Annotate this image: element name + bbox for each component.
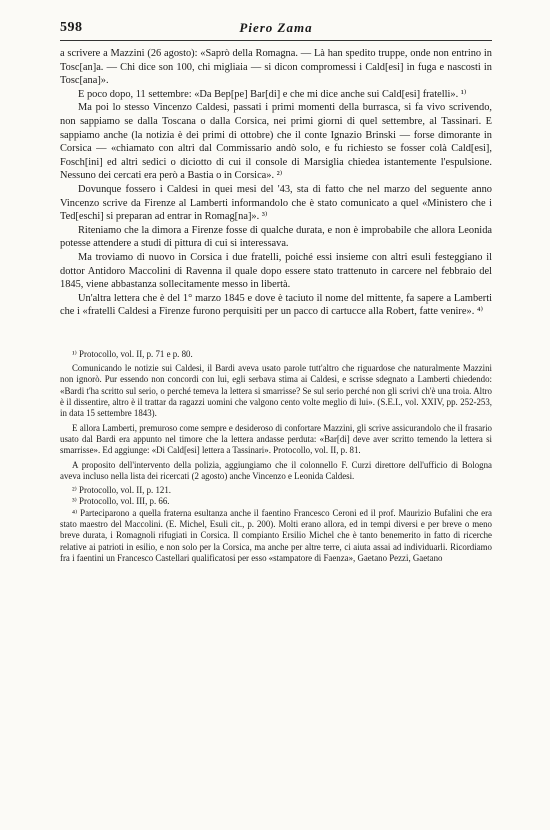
footnote: ³⁾ Protocollo, vol. III, p. 66. <box>72 496 170 507</box>
footnote: ²⁾ Protocollo, vol. II, p. 121. <box>72 485 172 496</box>
footnote: ¹⁾ Protocollo, vol. II, p. 71 e p. 80. <box>72 348 193 359</box>
paragraph: E poco dopo, 11 settembre: «Da Bep[pe] Bar[di] e che mi dice anche sui Cald[esi] fratelli». ¹⁾ <box>78 88 467 100</box>
footnote: A proposito dell'intervento della polizia, aggiungiamo che il colonnello F. Curzi direttore dell'ufficio di Bologna aveva incluso nella lista dei ricercati (2 agosto) anche Vincenzo e Leonida Caldesi. <box>60 459 492 481</box>
running-title: Piero Zama <box>239 20 313 35</box>
paragraph: Ma poi lo stesso Vincenzo Caldesi, passati i primi momenti della burrasca, si fa vivo scrivendo, non sappiamo se dalla Toscana o dalla Corsica, nei primi giorni di quel settembre, al Tassinari. E sappiamo anche (la notizia è dei primi di ottobre) che il conte Ignazio Brinski — forse dimorante in Corsica — «chiamato con altri dal Commissario andò solo, e fu richiesto se fosser colà Cald[esi], Fosch[ini] ed altri sedici o diciotto di cui il console di Marsiglia chiedea istantemente l'espulsione. Nessuno dei cercati era però a Bastia o in Corsica». ²⁾ <box>60 102 492 182</box>
paragraph: a scrivere a Mazzini (26 agosto): «Saprò della Romagna. — Là han spedito truppe, onde non entrino in Tosc[an]a. — Chi dice son 100, chi migliaia — si dicon compromessi i Cald[esi] in fuga e nascosti in Tosc[ana]». <box>60 48 492 87</box>
paragraph: Un'altra lettera che è del 1° marzo 1845 e dove è taciuto il nome del mittente, fa sapere a Lamberti che i «fratelli Caldesi a Firenze furono perquisiti per un pacco di cartucce alla Robert, fatte venire». ⁴⁾ <box>60 292 492 318</box>
paragraph: Dovunque fossero i Caldesi in quei mesi del '43, sta di fatto che nel marzo del seguente anno Vincenzo scrive da Firenze al Lamberti informandolo che è stato comunicato a quel «Ministero che i Ted[eschi] si preparan ad entrar in Romag[na]». ³⁾ <box>60 183 492 223</box>
footnote: E allora Lamberti, premuroso come sempre e desideroso di confortare Mazzini, gli scrive assicurandolo che il frasario usato dal Bardi era appunto nel timore che la lettera andasse perduta: «Bar[di] deve aver scritto temendo la lettera si smarrisse». Ed aggiunge: «Di Cald[esi] lettera a Tassinari». Protocollo, vol. II, p. 81. <box>60 422 492 456</box>
paragraph: Ma troviamo di nuovo in Corsica i due fratelli, poiché essi insieme con altri esuli festeggiano il dottor Antidoro Maccolini di Ravenna il quale dopo essere stato trattenuto in carcere nel febbraio del 1845, viene abbastanza sollecitamente messo in libertà. <box>60 251 492 291</box>
paragraph: Riteniamo che la dimora a Firenze fosse di qualche durata, e non è improbabile che allora Leonida potesse attendere a studi di pittura di cui si interessava. <box>60 224 492 250</box>
body-text <box>60 47 492 319</box>
page-number: 598 <box>60 20 83 35</box>
footnote: Comunicando le notizie sui Caldesi, il Bardi aveva usato parole tutt'altro che riguardose che naturalmente Mazzini non ignorò. Pur essendo non concordi con lui, egli serbava stima ai Caldesi, e scrisse sdegnato a Lamberti chiedendo: «Bardi t'ha scritto sul serio, o perché temeva la lettera si smarrisse? Se sul serio perché non gli scrivi ch'è una troia. Altro è il dissentire, altro è il trattar da ragazzi uomini che valgono cento volte meglio di lui». (S.E.I., vol. XXIV, pp. 252-253, in data 15 settembre 1843). <box>60 363 492 419</box>
footnotes <box>60 349 492 564</box>
footnote: ⁴⁾ Parteciparono a quella fraterna esultanza anche il faentino Francesco Ceroni ed il prof. Maurizio Bufalini che era stato maestro del Maccolini. (E. Michel, Esuli cit., p. 200). Molti erano allora, ed in tempi diversi e per breve o meno breve durata, i Romagnoli rifugiati in Corsica. Il compianto Ersilio Michel che è tanto benemerito in fatto di ricerche relative ai patrioti in esilio, e non solo per la Corsica, ma anche per altre terre, ci aiuta assai ad individuarli. Ricordiamo fra i faentini un Francesco Castellari qualificatosi per esso «stampatore di Faenza», Gaetano Pezzi, Gaetano <box>60 507 492 563</box>
page-header <box>60 20 492 41</box>
